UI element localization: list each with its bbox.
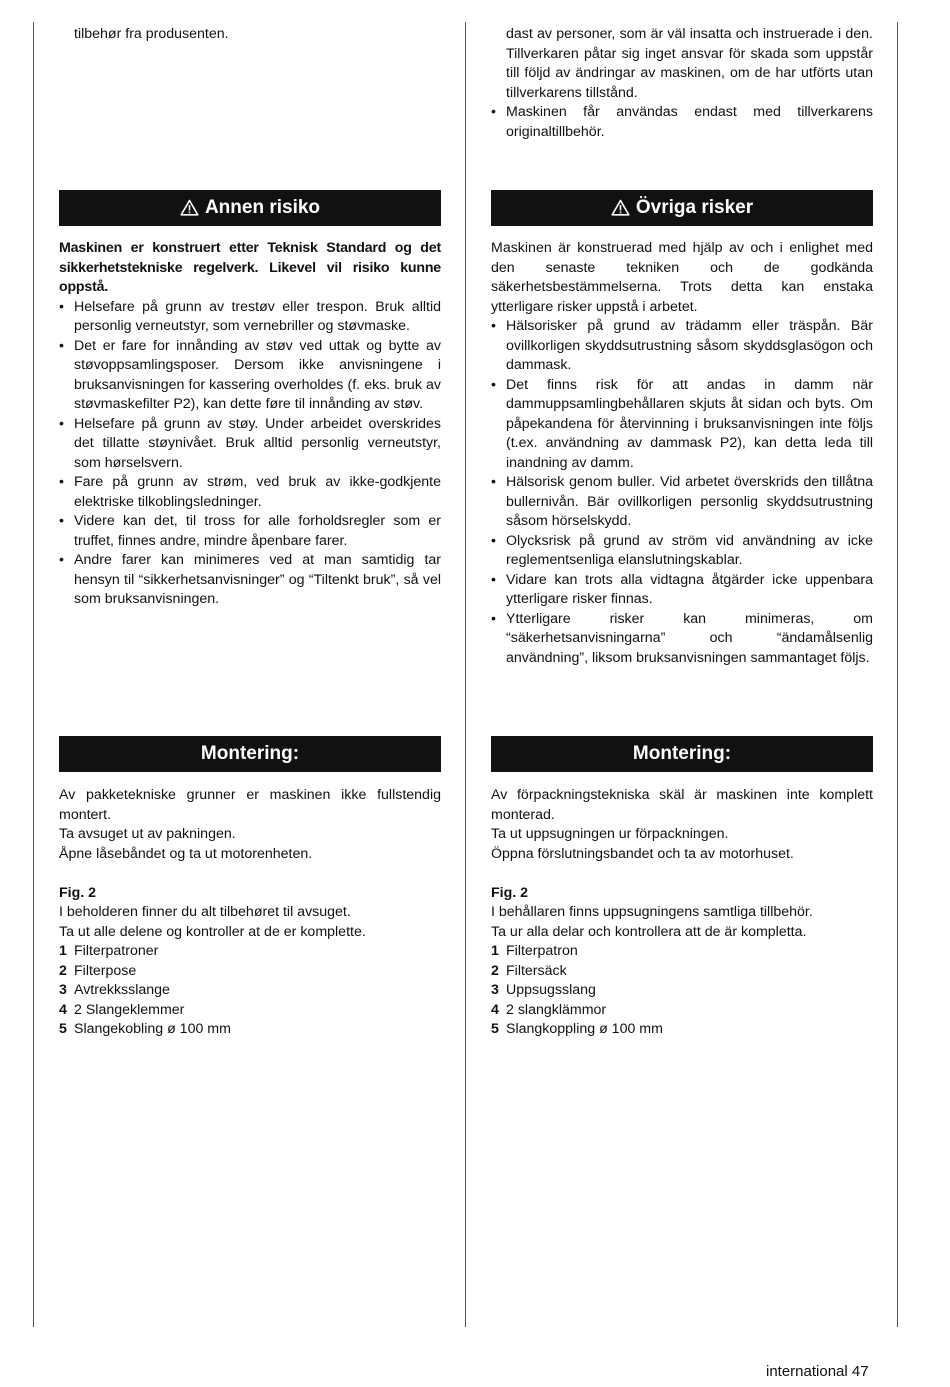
right-risk-header (491, 190, 873, 226)
right-mount-header (491, 736, 873, 772)
left-risk-header-title: Annen risiko (204, 197, 321, 218)
list-item: • Videre kan det, til tross for alle forholdsregler som er truffet, finnes andre, mindre åpenbare farer. (59, 512, 441, 551)
right-mount-line2: Ta ut uppsugningen ur förpackningen. (491, 826, 729, 842)
right-fig-label: Fig. 2 (491, 884, 529, 901)
list-item: • Det er fare for innånding av støv ved uttak og bytte av støvoppsamlingsposer. Dersom ikke anvisningene i bruksanvisningen for kassering overholdes (f. eks. bruk av støvmaskefilter P2), kan dette føre til innånding av støv. (59, 337, 441, 415)
list-item: • Maskinen får användas endast med tillverkarens originaltillbehör. (491, 103, 873, 142)
right-column (491, 0, 873, 1330)
right-mount-line3: Öppna förslutningsbandet och ta av motorhuset. (491, 845, 794, 862)
right-top-section (491, 25, 873, 142)
warning-icon (611, 199, 630, 216)
right-mount-section (491, 786, 873, 1040)
left-mount-line2: Ta avsuget ut av pakningen. (59, 826, 236, 842)
part-item: 4 2 slangklämmor (491, 1001, 607, 1018)
list-item: • Fare på grunn av strøm, ved bruk av ikke-godkjente elektriske tilkoblingsledninger. (59, 473, 441, 512)
left-risk-list (59, 298, 441, 610)
right-risk-intro: Maskinen är konstruerad med hjälp av och i enlighet med den senaste tekniken och de godkända säkerhetsbestämmelserna. Trots detta kan enstaka ytterligare risker uppstå i arbetet. (491, 240, 873, 315)
part-item: 3 Uppsugsslang (491, 982, 596, 998)
right-risk-section (491, 239, 873, 668)
list-item: • Olycksrisk på grund av ström vid användning av icke reglementsenliga elanslutningskablar. (491, 532, 873, 571)
right-risk-header-title: Övriga risker (635, 197, 754, 218)
list-item: • Vidare kan trots alla vidtagna åtgärder icke uppenbara ytterligare risker finnas. (491, 571, 873, 610)
left-fig-line2: Ta ut alle delene og kontroller at de er komplette. (59, 923, 366, 940)
part-item: 1 Filterpatron (491, 943, 578, 959)
left-margin-rule (33, 22, 34, 1327)
left-mount-header (59, 736, 441, 772)
right-top-list (491, 103, 873, 142)
right-fig-line1: I behållaren finns uppsugningens samtliga tillbehör. (491, 904, 813, 920)
left-mount-header-title: Montering: (200, 743, 300, 764)
warning-icon (180, 199, 199, 216)
right-margin-rule (897, 22, 898, 1327)
right-mount-header-title: Montering: (632, 743, 732, 764)
page-footer: international 47 (766, 1363, 869, 1380)
left-column (59, 0, 441, 1330)
right-mount-paragraph: Av förpackningstekniska skäl är maskinen inte komplett monterad. (491, 787, 873, 823)
list-item: • Andre farer kan minimeres ved at man samtidig tar hensyn til “sikkerhetsanvisninger” og “Tiltenkt bruk”, så vel som bruksanvisningen. (59, 551, 441, 610)
left-mount-paragraph: Av pakketekniske grunner er maskinen ikke fullstendig montert. (59, 787, 441, 823)
list-item: • Hälsorisk genom buller. Vid arbetet överskrids den tillåtna bullernivån. Bär ovillkorligen personlig skyddsutrustning såsom hörselskydd. (491, 473, 873, 532)
part-item: 2 Filterpose (59, 962, 137, 979)
list-item: • Hälsorisker på grund av trädamm eller träspån. Bär ovillkorligen skyddsutrustning såsom skyddsglasögon och dammask. (491, 317, 873, 376)
right-top-text: dast av personer, som är väl insatta och instruerade i den. Tillverkaren påtar sig inget ansvar för skada som uppstår till följd av ändringar av maskinen, om de har utförts utan tillverkarens tillstånd. (506, 26, 873, 101)
left-risk-section (59, 239, 441, 610)
left-risk-intro: Maskinen er konstruert etter Teknisk Standard og det sikkerhetstekniske regelverk. Likevel vil risiko kunne oppstå. (59, 240, 441, 295)
right-risk-list (491, 317, 873, 668)
right-fig-line2: Ta ur alla delar och kontrollera att de är kompletta. (491, 923, 807, 940)
left-fig-line1: I beholderen finner du alt tilbehøret til avsuget. (59, 904, 351, 920)
left-mount-line3: Åpne låsebåndet og ta ut motorenheten. (59, 845, 313, 862)
list-item: • Helsefare på grunn av støy. Under arbeidet overskrides det tillatte støynivået. Bruk alltid personlig verneutstyr, som hørselsvern. (59, 415, 441, 474)
part-item: 2 Filtersäck (491, 962, 567, 979)
part-item: 5 Slangekobling ø 100 mm (59, 1021, 231, 1037)
part-item: 1 Filterpatroner (59, 943, 159, 959)
part-item: 4 2 Slangeklemmer (59, 1001, 185, 1018)
list-item: • Helsefare på grunn av trestøv eller trespon. Bruk alltid personlig verneutstyr, som vernebriller og støvmaske. (59, 298, 441, 337)
center-column-rule (465, 22, 466, 1327)
left-fig-label: Fig. 2 (59, 884, 97, 901)
left-top-text: tilbehør fra produsenten. (74, 26, 229, 42)
list-item: • Det finns risk för att andas in damm när dammuppsamlingbehållaren skjuts åt sidan och byts. Om påpekandena för återvinning i bruksanvisningen inte följs (t.ex. användning av dammask P2), kan detta leda till inandning av damm. (491, 376, 873, 474)
part-item: 3 Avtrekksslange (59, 982, 170, 998)
left-mount-section (59, 786, 441, 1040)
left-risk-header (59, 190, 441, 226)
list-item: • Ytterligare risker kan minimeras, om “säkerhetsanvisningarna” och “ändamålsenlig användning”, liksom bruksanvisningen sammantaget följs. (491, 610, 873, 669)
part-item: 5 Slangkoppling ø 100 mm (491, 1021, 663, 1037)
